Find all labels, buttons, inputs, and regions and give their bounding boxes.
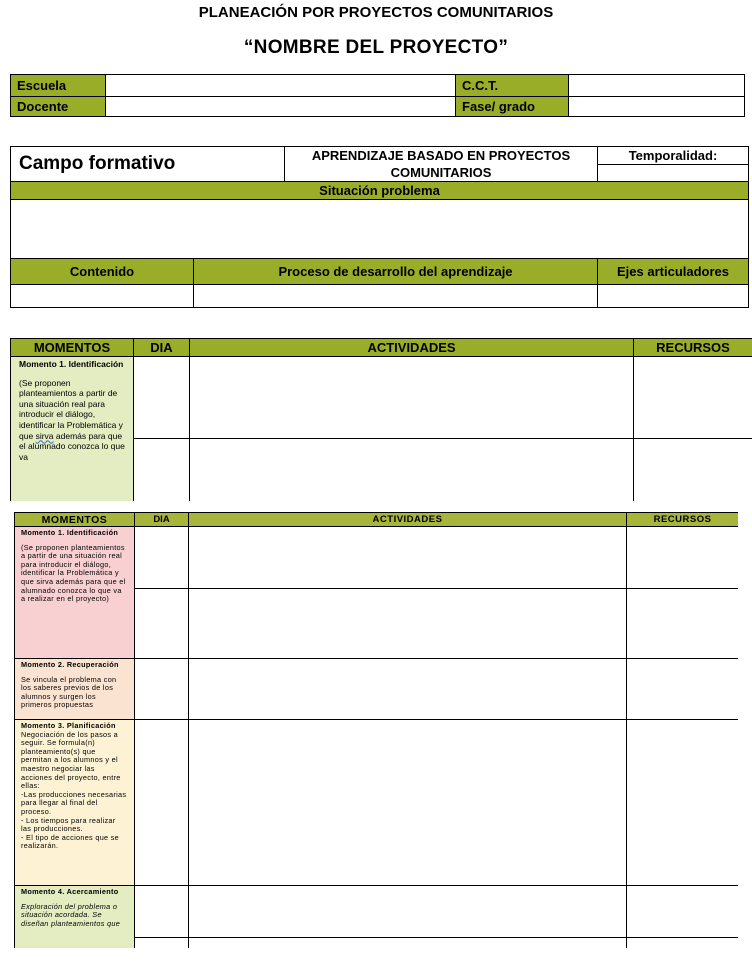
momento-2-desc: Se vincula el problema con los saberes previos de los alumnos y surgen los primeros propuestas: [21, 674, 117, 710]
recursos-cell[interactable]: [627, 527, 739, 589]
dia-cell[interactable]: [135, 589, 189, 659]
momentos-table-2: [14, 512, 738, 948]
momento-1-cell: [15, 527, 135, 659]
recursos-cell[interactable]: [634, 439, 752, 502]
momento-1-desc-b: además para que el alumnado: [19, 430, 123, 452]
dia-cell[interactable]: [135, 527, 189, 589]
recursos-cell[interactable]: [627, 659, 739, 720]
campo-formativo-label: Campo formativo: [11, 147, 285, 182]
proceso-header: Proceso de desarrollo del aprendizaje: [194, 259, 598, 285]
recursos-cell[interactable]: [627, 589, 739, 659]
momento-1-desc: (Se proponen planteamientos a partir de una situación real para introducir el diálogo, identificar la Problemática y que sirva además para que el alumnado conozca lo que va a realizar en el proyecto): [21, 542, 126, 604]
ejes-header: Ejes articuladores: [598, 259, 749, 285]
momento-4-title: Momento 4. Acercamiento: [21, 887, 119, 896]
momentos-table-1-clip: [10, 338, 752, 501]
dia-cell[interactable]: [134, 439, 190, 502]
fase-label: Fase/ grado: [456, 97, 569, 117]
momento-1-desc-a: (Se proponen planteamientos a partir de una situación real para introducir el diálogo, identificar la Problemática y que: [19, 377, 123, 441]
momento-4-cell: [15, 886, 135, 949]
document-title: PLANEACIÓN POR PROYECTOS COMUNITARIOS: [198, 4, 554, 21]
ejes-field[interactable]: [598, 285, 749, 308]
momento-3-desc: Negociación de los pasos a seguir. Se formula(n) planteamiento(s) que permitan a los alumnos y el maestro negociar las acciones del proyecto, entre ellas: -Las producciones necesarias para llegar al final del proceso. - Los tiempos para realizar las producciones. - El tipo de acciones que se realizarán.: [21, 729, 127, 851]
project-name: “NOMBRE DEL PROYECTO”: [243, 37, 509, 58]
situacion-problema-field[interactable]: [11, 200, 749, 259]
proceso-field[interactable]: [194, 285, 598, 308]
momentos-table-2-clip: [14, 512, 738, 948]
recursos-header: RECURSOS: [627, 513, 739, 527]
dia-cell[interactable]: [134, 357, 190, 439]
actividades-cell[interactable]: [189, 886, 627, 938]
momentos-header: MOMENTOS: [15, 513, 135, 527]
aprendizaje-label: APRENDIZAJE BASADO EN PROYECTOS COMUNITARIOS: [285, 147, 598, 182]
dia-cell[interactable]: [135, 938, 189, 949]
docente-label: Docente: [11, 97, 106, 117]
actividades-header: ACTIVIDADES: [189, 513, 627, 527]
actividades-cell[interactable]: [189, 720, 627, 886]
recursos-cell[interactable]: [627, 886, 739, 938]
actividades-header: ACTIVIDADES: [190, 339, 634, 357]
actividades-cell[interactable]: [189, 589, 627, 659]
momentos-header: MOMENTOS: [11, 339, 134, 357]
actividades-cell[interactable]: [190, 439, 634, 502]
dia-cell[interactable]: [135, 720, 189, 886]
dia-header: DIA: [134, 339, 190, 357]
campo-table: [10, 146, 749, 308]
momento-3-cell: [15, 720, 135, 886]
info-table: [10, 74, 745, 117]
contenido-field[interactable]: [11, 285, 194, 308]
contenido-header: Contenido: [11, 259, 194, 285]
momento-2-title: Momento 2. Recuperación: [21, 660, 119, 669]
cct-label: C.C.T.: [456, 75, 569, 97]
escuela-field[interactable]: [106, 75, 456, 97]
docente-field[interactable]: [106, 97, 456, 117]
recursos-cell[interactable]: [627, 938, 739, 949]
momento-2-cell: [15, 659, 135, 720]
dia-cell[interactable]: [135, 659, 189, 720]
actividades-cell[interactable]: [189, 938, 627, 949]
temporalidad-field[interactable]: [598, 165, 749, 182]
actividades-cell[interactable]: [189, 659, 627, 720]
temporalidad-label: Temporalidad:: [598, 147, 749, 165]
fase-field[interactable]: [569, 97, 745, 117]
recursos-cell[interactable]: [634, 357, 752, 439]
dia-cell[interactable]: [135, 886, 189, 938]
momento-1-word: sirva: [35, 430, 54, 441]
momento-3-title: Momento 3. Planificación: [21, 721, 116, 730]
escuela-label: Escuela: [11, 75, 106, 97]
situacion-problema-header: Situación problema: [11, 182, 749, 200]
momentos-table-1: [10, 338, 752, 501]
dia-header: DIA: [135, 513, 189, 527]
momento-1-title: Momento 1. Identificación: [21, 528, 119, 537]
cct-field[interactable]: [569, 75, 745, 97]
momento-4-desc: Exploración del problema o situación acordada. Se diseñan planteamientos que: [21, 901, 121, 928]
momento-1-title: Momento 1. Identificación: [19, 359, 124, 369]
actividades-cell[interactable]: [190, 357, 634, 439]
actividades-cell[interactable]: [189, 527, 627, 589]
momento-1-desc-c: conozca lo que va: [19, 441, 125, 462]
recursos-cell[interactable]: [627, 720, 739, 886]
momento-1-cell: [11, 357, 134, 502]
recursos-header: RECURSOS: [634, 339, 752, 357]
